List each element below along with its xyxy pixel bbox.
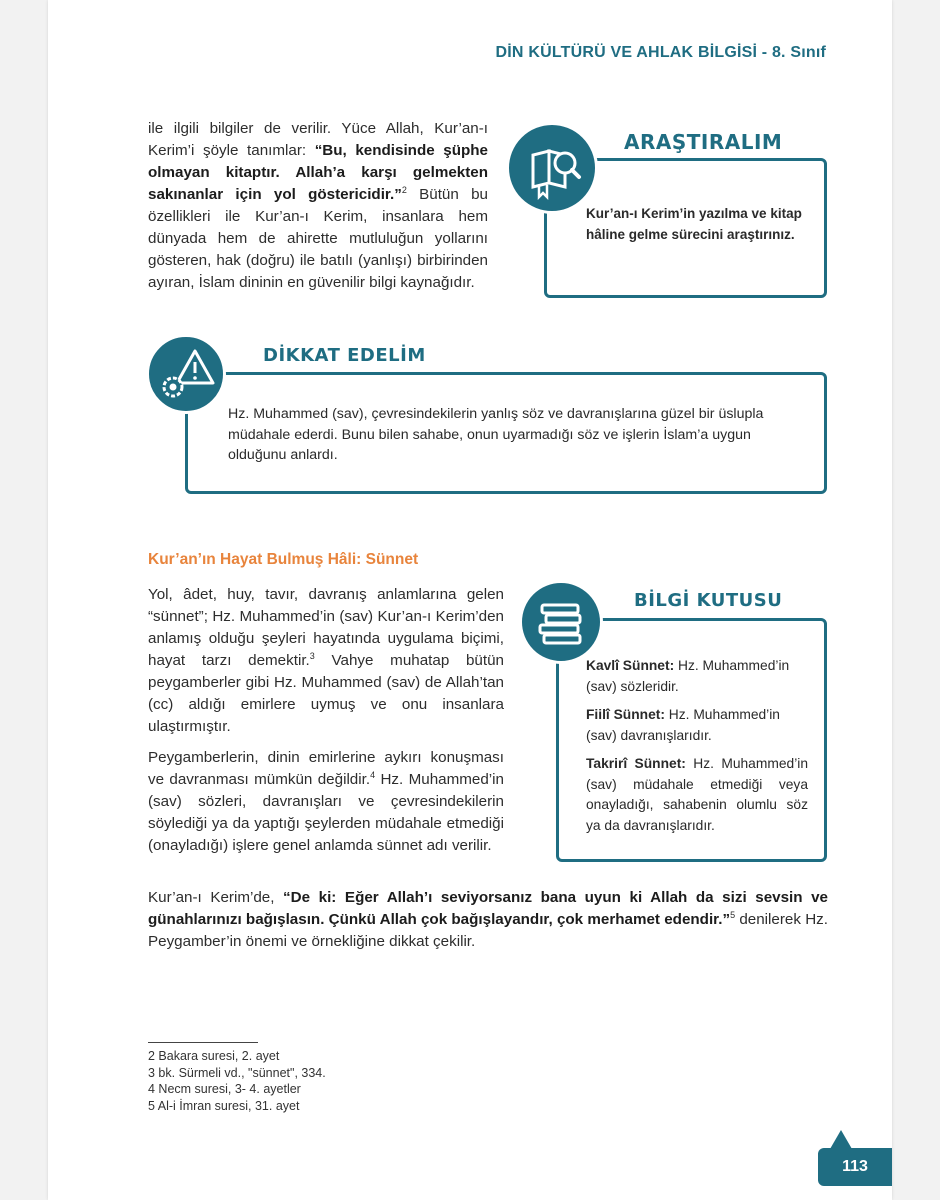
bilgi-kutusu-title: BİLGİ KUTUSU — [634, 590, 783, 611]
closing-paragraph — [148, 887, 828, 953]
running-header: DİN KÜLTÜRÜ VE AHLAK BİLGİSİ - 8. Sınıf — [495, 44, 826, 61]
footnote-ref-4: 4 — [370, 769, 376, 780]
footnote-5: 5 Al-i İmran suresi, 31. ayet — [148, 1098, 300, 1113]
book-search-icon — [506, 122, 598, 214]
sunnet-paragraph-2 — [148, 747, 504, 857]
bilgi-item-fiili — [586, 705, 808, 746]
dikkat-title: DİKKAT EDELİM — [263, 345, 426, 366]
book-page — [48, 0, 892, 1200]
bilgi-desc: Hz. Muhammed’in (sav) davranışlarıdır. — [586, 707, 780, 743]
bilgi-term: Kavlî Sünnet: — [586, 658, 675, 673]
intro-text-a: ile ilgili bilgiler de verilir. Yüce Allah, Kur’an-ı Kerim’i şöyle tanımlar: — [148, 120, 488, 159]
sunnet-text-2b: Hz. Muhammed’in (sav) sözleri, davranışları ve çevresindekilerin söylediği ya da yaptığı şeylerden müdahale etmediği (onayladığı) işlere genel anlamda sünnet adı verilir. — [148, 771, 504, 854]
footnote-divider — [148, 1042, 258, 1043]
sunnet-text-2a: Peygamberlerin, dinin emirlerine aykırı konuşması ve davranması mümkün değildir. — [148, 749, 504, 788]
dikkat-text: Hz. Muhammed (sav), çevresindekilerin yanlış söz ve davranışlarına güzel bir üslupla müdahale ederdi. Bunu bilen sahabe, onun uyarmadığı söz ve işlerin İslam’a uygun olduğunu anlardı. — [228, 406, 764, 463]
bilgi-desc: Hz. Muhammed’in (sav) sözleridir. — [586, 658, 790, 694]
page-tab-arrow — [830, 1130, 852, 1149]
bilgi-desc: Hz. Muhammed’in (sav) müdahale etmediği veya onayladığı, sahabenin olumlu söz ya da davranışlarıdır. — [586, 756, 808, 833]
bilgi-term: Takrirî Sünnet: — [586, 756, 686, 771]
bilgi-term: Fiilî Sünnet: — [586, 707, 665, 722]
footnote-ref-2: 2 — [401, 184, 407, 195]
closing-quote: “De ki: Eğer Allah’ı seviyorsanız bana uyun ki Allah da sizi sevsin ve günahlarınızı bağışlasın. Çünkü Allah çok bağışlayandır, çok merhamet edendir.” — [148, 889, 828, 928]
footnote-2: 2 Bakara suresi, 2. ayet — [148, 1049, 280, 1063]
arastiralim-text: Kur’an-ı Kerim’in yazılma ve kitap hâline gelme sürecini araştırınız. — [586, 206, 802, 242]
sunnet-paragraph-1 — [148, 584, 504, 738]
footnote-3: 3 bk. Sürmeli vd., "sünnet", 334. — [148, 1065, 326, 1080]
page-number: 113 — [818, 1148, 892, 1186]
closing-text-b: denilerek Hz. Peygamber’in önemi ve örnekliğine dikkat çekilir. — [148, 911, 828, 950]
footnote-ref-5: 5 — [730, 909, 736, 920]
footnote-ref-3: 3 — [309, 650, 315, 661]
bilgi-item-kavli — [586, 656, 808, 697]
intro-text-b: Bütün bu özellikleri ile Kur’an-ı Kerim, insanlara hem dünyada hem de ahirette mutluluğun yollarını gösteren, hak (doğru) ile batılı (yanlışı) birbirinden ayıran, İslam dininin en güvenilir bilgi kaynağıdır. — [148, 186, 488, 291]
bilgi-kutusu-content — [586, 656, 808, 836]
section-heading: Kur’an’ın Hayat Bulmuş Hâli: Sünnet — [148, 551, 419, 568]
intro-paragraph — [148, 118, 488, 294]
warning-gear-icon — [146, 334, 226, 414]
footnote-4: 4 Necm suresi, 3- 4. ayetler — [148, 1082, 301, 1096]
intro-quote: “Bu, kendisinde şüphe olmayan kitaptır. Allah’a karşı gelmekten sakınanlar için yol göstericidir.” — [148, 142, 488, 203]
footnotes — [148, 1048, 326, 1114]
sunnet-text-1a: Yol, âdet, huy, tavır, davranış anlamlarına gelen “sünnet”; Hz. Muhammed’in (sav) Kur’an-ı Kerim’den anlamış olduğu şeyleri hayatında uygulama biçimi, hayat tarzı demektir. — [148, 586, 504, 669]
books-stack-icon — [519, 580, 603, 664]
closing-text-a: Kur’an-ı Kerim’de, — [148, 889, 284, 906]
bilgi-item-takriri — [586, 754, 808, 836]
sunnet-text-1b: Vahye muhatap bütün peygamberler gibi Hz. Muhammed (sav) de Allah’tan (cc) aldığı emirlere uymuş ve onu insanlara ulaştırmıştır. — [148, 652, 504, 735]
arastiralim-title: ARAŞTIRALIM — [624, 130, 783, 154]
